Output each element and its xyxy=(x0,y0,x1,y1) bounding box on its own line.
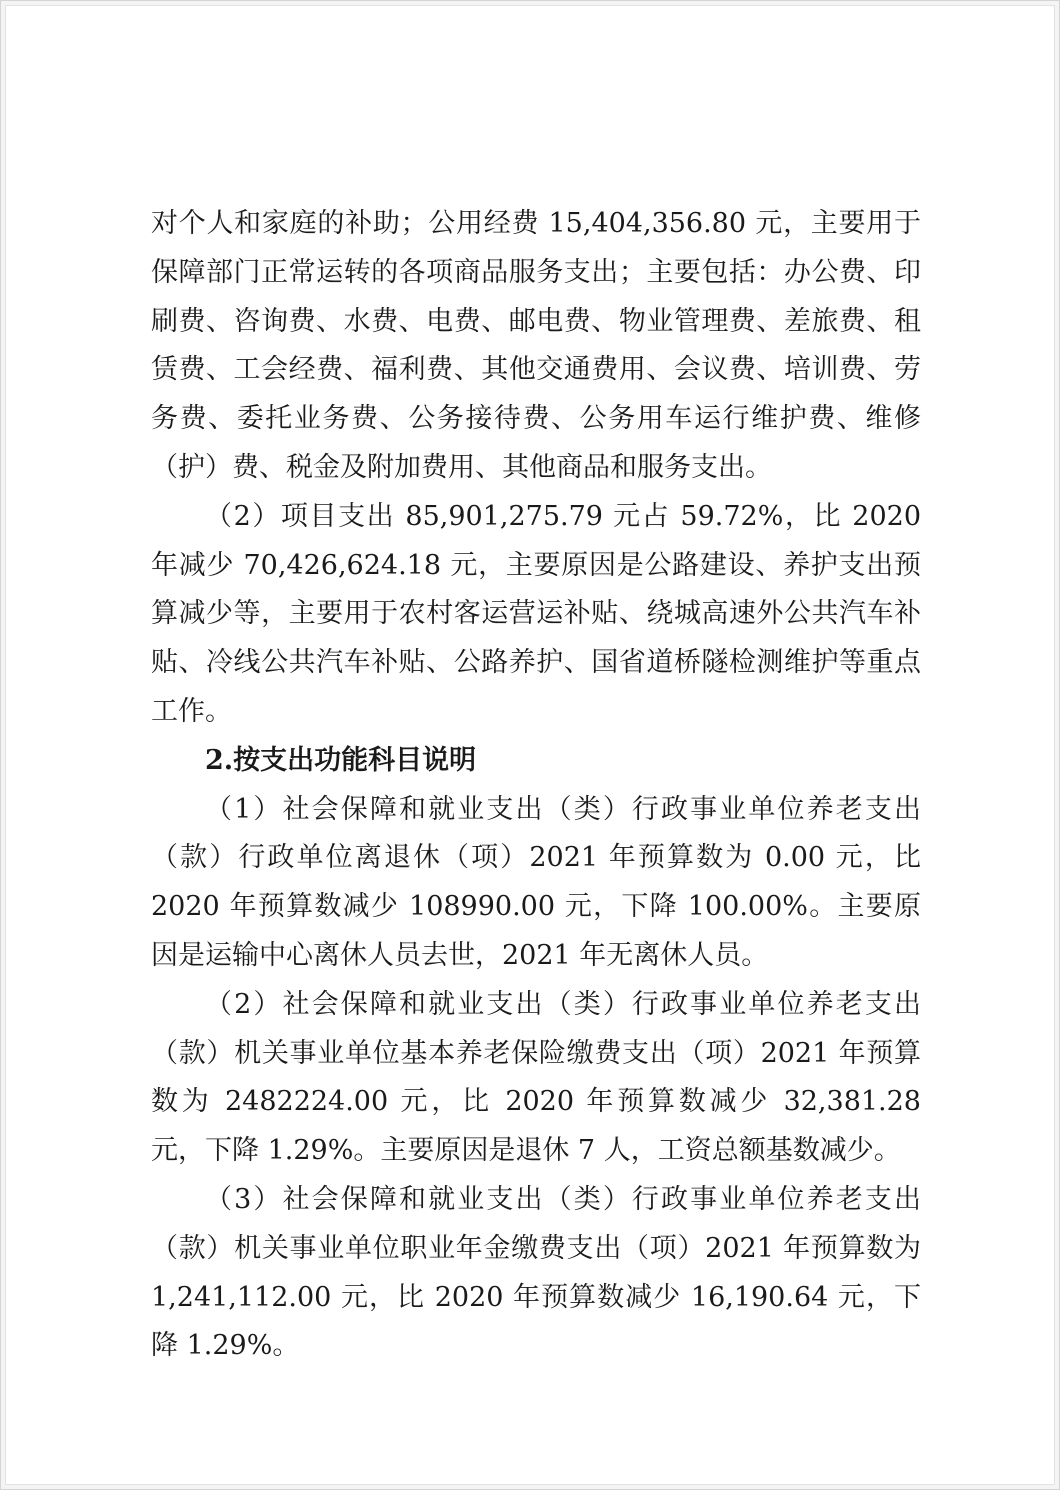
paragraph-public-funds: 对个人和家庭的补助；公用经费 15,404,356.80 元，主要用于保障部门正常运转的各项商品服务支出；主要包括：办公费、印刷费、咨询费、水费、电费、邮电费、物业管理费、差旅费、租赁费、工会经费、福利费、其他交通费用、会议费、培训费、劳务费、委托业务费、公务接待费、公务用车运行维护费、维修（护）费、税金及附加费用、其他商品和服务支出。 xyxy=(151,208,921,483)
paragraph-item-1: （1）社会保障和就业支出（类）行政事业单位养老支出（款）行政单位离退休（项）2021 年预算数为 0.00 元，比 2020 年预算数减少 108990.00 元，下降 100.00%。主要原因是运输中心离休人员去世，2021 年无离休人员。 xyxy=(151,793,921,971)
section-heading: 2.按支出功能科目说明 xyxy=(205,744,477,776)
paragraph-item-2: （2）社会保障和就业支出（类）行政事业单位养老支出（款）机关事业单位基本养老保险缴费支出（项）2021 年预算数为 2482224.00 元，比 2020 年预算数减少 32,381.28 元，下降 1.29%。主要原因是退休 7 人，工资总额基数减少。 xyxy=(151,988,921,1167)
paragraph-project-expenditure: （2）项目支出 85,901,275.79 元占 59.72%，比 2020 年减少 70,426,624.18 元，主要原因是公路建设、养护支出预算减少等，主要用于农村客运营运补贴、绕城高速外公共汽车补贴、冷线公共汽车补贴、公路养护、国省道桥隧检测维护等重点工作。 xyxy=(151,500,921,727)
document-body xyxy=(151,200,921,1371)
paragraph-item-3: （3）社会保障和就业支出（类）行政事业单位养老支出（款）机关事业单位职业年金缴费支出（项）2021 年预算数为 1,241,112.00 元，比 2020 年预算数减少 16,190.64 元，下降 1.29%。 xyxy=(151,1183,921,1362)
